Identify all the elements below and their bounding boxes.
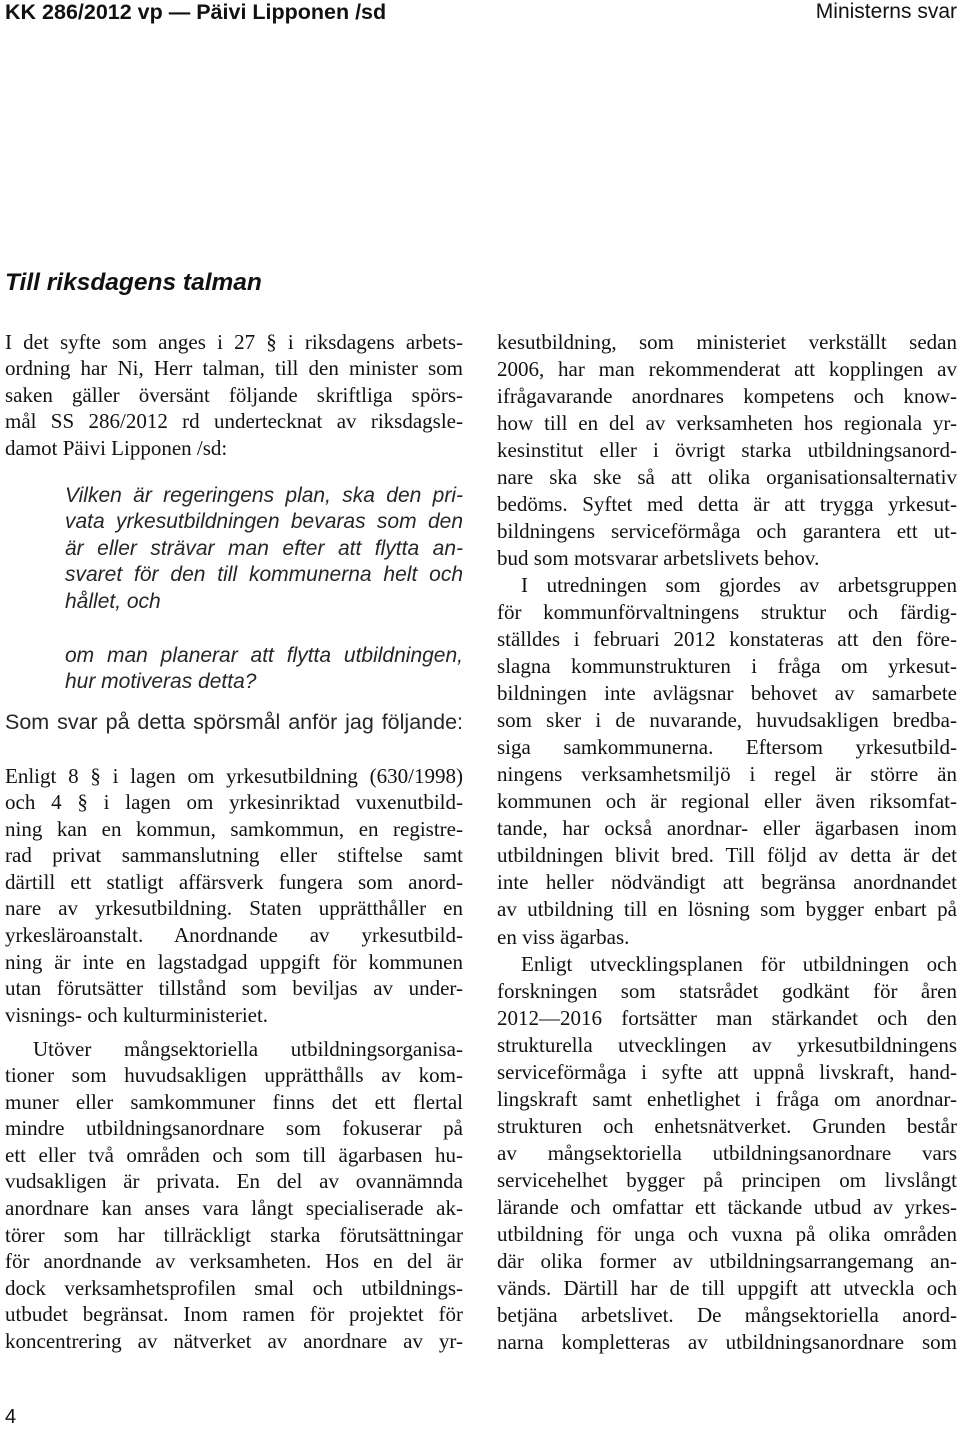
body-line: Enligt utvecklingsplanen för utbildningen och (521, 951, 957, 976)
body-line: dock verksamhetsprofilen smal och utbildnings- (5, 1275, 463, 1300)
body-line: koncentrering av nätverket av anordnare av yr- (5, 1329, 463, 1354)
page-number: 4 (5, 1406, 17, 1428)
organisations-paragraph (5, 1036, 463, 1355)
body-line: utbildningen blivit bred. Till följd av detta är det (497, 843, 957, 868)
body-line: kommunen och är regional eller även riksomfat- (497, 789, 957, 814)
body-line: narna kompletteras av utbildningsanordnare som (497, 1330, 957, 1355)
body-line: tioner som huvudsakligen upprätthålls av kom- (5, 1063, 463, 1088)
body-line: visnings- och kulturministeriet. (5, 1002, 269, 1027)
body-line: 2006, har man rekommenderat att kopplingen av (497, 356, 957, 381)
question-line: om man planerar att flytta utbildningen, (65, 643, 463, 667)
body-line: slagna kommunstrukturen i fråga om yrkesut- (497, 654, 957, 679)
body-line: av utbildning till en lösning som bygger enbart på (497, 897, 957, 922)
body-line: nare av yrkesutbildning. Staten upprätthåller en (5, 896, 463, 921)
body-line: how till en del av verksamheten hos regionala yr- (497, 410, 957, 435)
development-plan-paragraph (497, 951, 957, 1357)
body-line: lärande och omfattar ett täckande utbud av yrkes- (497, 1195, 957, 1219)
body-line: och 4 § i lagen om yrkesinriktad vuxenutbild- (5, 790, 463, 815)
body-line: bildningen inte avlägsnar behovet av samarbete (497, 681, 957, 706)
question-line: hållet, och (65, 589, 161, 613)
document-reference: KK 286/2012 vp — Päivi Lipponen /sd (5, 0, 387, 24)
body-line: anordnare kan anses vara långt specialiserade ak- (5, 1196, 463, 1221)
body-line: vudsakligen är privata. En del av ovannämnda (5, 1169, 463, 1194)
body-line: därtill ett statligt affärsverk fungera som anord- (5, 869, 463, 894)
body-line: serviceförmåga i syfte att uppnå livskraft, hand- (497, 1059, 957, 1084)
salutation-heading: Till riksdagens talman (5, 269, 262, 296)
body-line: mindre utbildningsanordnare som fokuserar på (5, 1116, 463, 1141)
body-line: ett eller två områden och som till ägarbasen hu- (5, 1142, 463, 1167)
body-line: betjäna arbetslivet. De mångsektoriella anord- (497, 1303, 957, 1328)
body-line: siga samkommunerna. Eftersom yrkesutbild- (497, 735, 957, 760)
answer-intro-line: Som svar på detta spörsmål anför jag följande: (5, 709, 463, 734)
intro-line: I det syfte som anges i 27 § i riksdagens arbets- (5, 329, 463, 354)
intro-line: mål SS 286/2012 rd undertecknat av riksdagsle- (5, 409, 463, 434)
body-line: törer som har tillräckligt starka förutsättningar (5, 1222, 463, 1247)
intro-paragraph (5, 329, 463, 462)
body-line: för kommunförvaltningens struktur och färdig- (497, 599, 957, 624)
body-line: yrkesläroanstalt. Anordnande av yrkesutbild- (5, 923, 463, 948)
question-line: svaret för den till kommunerna helt och (65, 563, 463, 586)
body-line: en viss ägarbas. (497, 924, 630, 949)
report-paragraph (497, 572, 957, 951)
body-line: Enligt 8 § i lagen om yrkesutbildning (630/1998) (5, 763, 463, 788)
question-line: Vilken är regeringens plan, ska den pri- (65, 483, 463, 507)
body-line: där olika former av utbildningsarrangemang an- (497, 1249, 957, 1274)
body-line: strukturen och enhetsnätverket. Grunden består (497, 1113, 957, 1138)
question-line: är eller strävar man efter att flytta an- (65, 536, 463, 560)
body-line: ningens verksamhetsmiljö i regel är större än (497, 762, 957, 787)
body-line: för anordnande av verksamheten. Hos en del är (5, 1249, 463, 1274)
body-line: ifrågavarande anordnares kompetens och know- (497, 383, 957, 408)
body-line: bildningens serviceförmåga och garantera ett ut- (497, 518, 957, 543)
body-line: servicehelhet bygger på principen om livslångt (497, 1167, 957, 1192)
body-line: utbudet begränsat. Inom ramen för projektet för (5, 1302, 463, 1327)
section-label: Ministerns svar (815, 0, 957, 23)
body-line: utbildning för unga och vuxna på olika områden (497, 1222, 957, 1247)
body-line: muner eller samkommuner finns det ett flertal (5, 1089, 463, 1114)
body-line: av mångsektoriella utbildningsanordnare vars (497, 1140, 957, 1165)
body-line: ning är inte en lagstadgad uppgift för kommunen (5, 949, 463, 974)
body-line: 2012—2016 fortsätter man stärkandet och den (497, 1005, 957, 1030)
body-line: bud som motsvarar arbetslivets behov. (497, 545, 820, 570)
right-column (497, 329, 957, 1357)
answer-intro (5, 709, 463, 736)
body-line: forskningen som statsrådet godkänt för åren (497, 978, 957, 1003)
question-quote-1 (65, 483, 463, 616)
intro-line: saken gäller översänt följande skriftliga spörs- (5, 382, 463, 407)
body-line: Utöver mångsektoriella utbildningsorganisa- (33, 1036, 463, 1061)
question-line: hur motiveras detta? (65, 670, 257, 693)
body-line: ning kan en kommun, samkommun, en registre- (5, 816, 463, 841)
continuation-paragraph (497, 329, 957, 572)
body-line: ställdes i februari 2012 konstateras att den före- (497, 627, 957, 652)
body-line: lingskraft samt enhetlighet i fråga om anordnar- (497, 1086, 957, 1111)
body-line: rad privat sammanslutning eller stiftelse samt (5, 843, 463, 868)
body-line: vänds. Därtill har de till uppgift att utveckla och (497, 1276, 957, 1301)
intro-line: ordning har Ni, Herr talman, till den minister som (5, 356, 463, 381)
body-line: tande, har också anordnar- eller ägarbasen inom (497, 816, 957, 841)
body-line: I utredningen som gjordes av arbetsgruppen (521, 572, 957, 597)
intro-line: damot Päivi Lipponen /sd: (5, 435, 228, 460)
body-line: inte heller nödvändigt att begränsa anordnandet (497, 870, 957, 895)
question-quote-2 (65, 643, 463, 696)
body-line: kesutbildning, som ministeriet verkställt sedan (497, 329, 957, 354)
body-line: utan förutsätter tillstånd som beviljas av under- (5, 976, 463, 1001)
body-line: kesinstitut eller i övrigt starka utbildningsanord- (497, 437, 957, 462)
body-line: nare ska ske så att olika organisationsalternativ (497, 464, 957, 489)
question-line: vata yrkesutbildningen bevaras som den (65, 510, 463, 533)
body-line: bedöms. Syftet med detta är att trygga yrkesut- (497, 491, 957, 516)
law-paragraph (5, 763, 463, 1029)
body-line: strukturella utvecklingen av yrkesutbildningens (497, 1032, 957, 1057)
body-line: som sker i de nuvarande, huvudsakligen bredba- (497, 708, 957, 733)
